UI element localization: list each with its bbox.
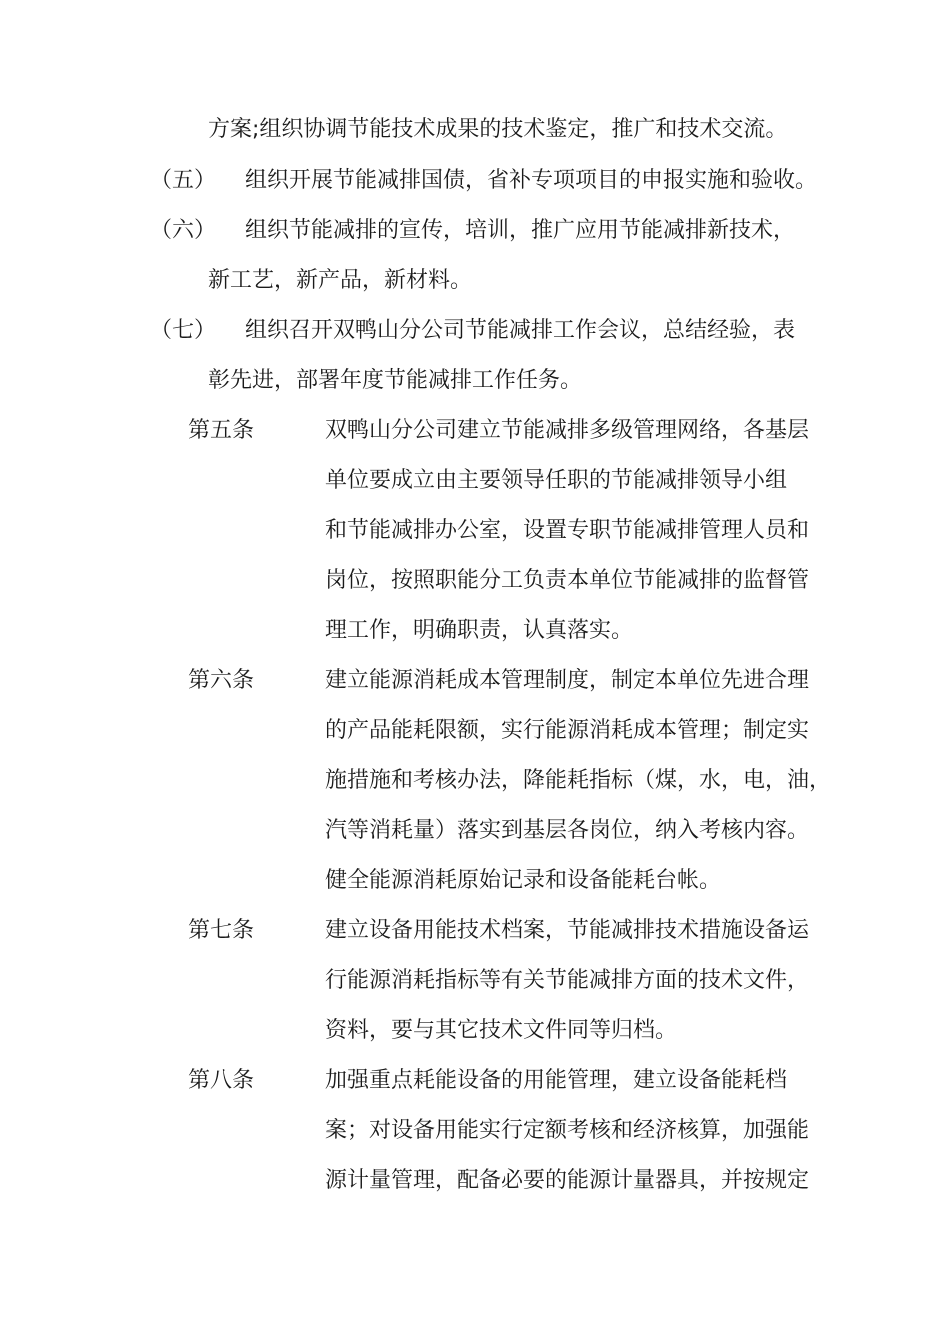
article-8-line-2: 案；对设备用能实行定额考核和经济核算，加强能 — [325, 1118, 810, 1143]
article-7-line-1: 建立设备用能技术档案，节能减排技术措施设备运 — [325, 918, 810, 943]
article-7-line-3: 资料，要与其它技术文件同等归档。 — [325, 1018, 678, 1043]
item-marker-5: （五） — [150, 168, 217, 193]
item-marker-6: （六） — [150, 218, 217, 243]
article-6-line-2: 的产品能耗限额，实行能源消耗成本管理；制定实 — [325, 718, 810, 743]
article-6-line-1: 建立能源消耗成本管理制度，制定本单位先进合理 — [325, 668, 810, 693]
item-7-line-2: 彰先进，部署年度节能减排工作任务。 — [208, 368, 583, 393]
article-5-line-3: 和节能减排办公室，设置专职节能减排管理人员和 — [325, 518, 810, 543]
item-5-line-1: 组织开展节能减排国债，省补专项项目的申报实施和验收。 — [245, 168, 818, 193]
article-6-label: 第六条 — [188, 668, 255, 693]
article-5-line-2: 单位要成立由主要领导任职的节能减排领导小组 — [325, 468, 788, 493]
item-marker-7: （七） — [150, 318, 217, 343]
article-8-label: 第八条 — [188, 1068, 255, 1093]
article-6-line-4: 汽等消耗量）落实到基层各岗位，纳入考核内容。 — [325, 818, 810, 843]
continuation-line: 方案;组织协调节能技术成果的技术鉴定，推广和技术交流。 — [208, 117, 788, 142]
article-8-line-3: 源计量管理，配备必要的能源计量器具，并按规定 — [325, 1168, 810, 1193]
article-5-line-4: 岗位，按照职能分工负责本单位节能减排的监督管 — [325, 568, 810, 593]
article-6-line-5: 健全能源消耗原始记录和设备能耗台帐。 — [325, 868, 722, 893]
item-6-line-2: 新工艺，新产品，新材料。 — [208, 268, 473, 293]
article-6-line-3: 施措施和考核办法，降能耗指标（煤，水，电，油， — [325, 768, 832, 793]
article-5-line-5: 理工作，明确职责，认真落实。 — [325, 618, 634, 643]
article-5-line-1: 双鸭山分公司建立节能减排多级管理网络，各基层 — [325, 418, 810, 443]
article-7-line-2: 行能源消耗指标等有关节能减排方面的技术文件， — [325, 968, 810, 993]
article-8-line-1: 加强重点耗能设备的用能管理，建立设备能耗档 — [325, 1068, 788, 1093]
item-6-line-1: 组织节能减排的宣传，培训，推广应用节能减排新技术， — [245, 218, 796, 243]
article-7-label: 第七条 — [188, 918, 255, 943]
item-7-line-1: 组织召开双鸭山分公司节能减排工作会议，总结经验，表 — [245, 318, 796, 343]
article-5-label: 第五条 — [188, 418, 255, 443]
